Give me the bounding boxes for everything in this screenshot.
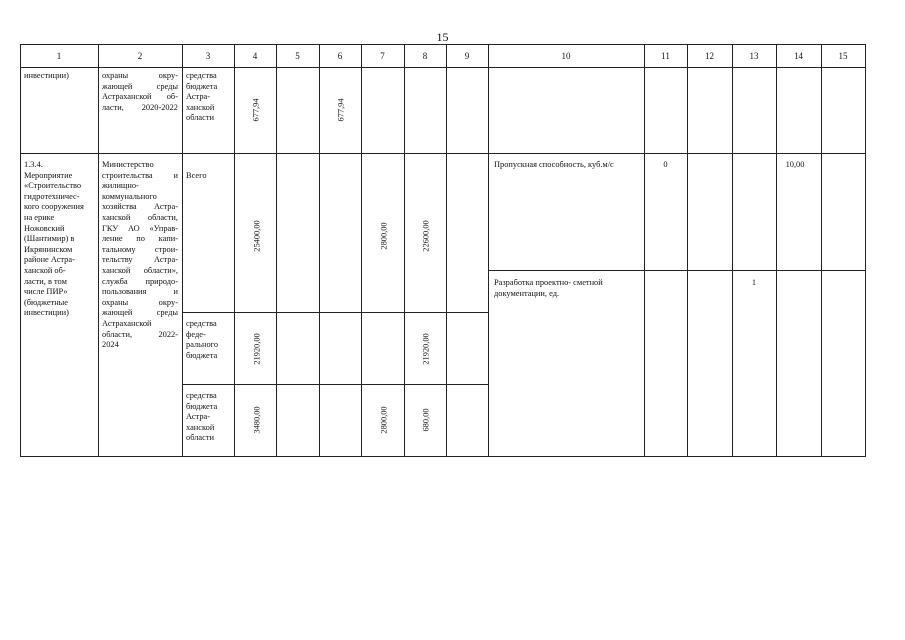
header-col-5: 5 (295, 51, 300, 61)
row2-federal-col4: 21920,00 (252, 333, 262, 365)
row2-executor-line: 2024 (102, 340, 119, 350)
col-divider-14 (821, 44, 822, 457)
header-col-9: 9 (464, 51, 470, 61)
header-col-4: 4 (252, 51, 258, 61)
row1-executor-line: жающей среды (102, 81, 178, 91)
header-col-1: 1 (56, 51, 62, 61)
row1-executor-line: Астраханской об- (102, 92, 178, 102)
row2-federal-col8: 21920,00 (421, 333, 431, 365)
row2-regional-col4: 3480,00 (252, 406, 262, 434)
row2-executor-line: ханской области», (102, 265, 178, 275)
col-divider-8 (446, 44, 447, 457)
col-border-right (865, 44, 866, 457)
col-divider-12 (732, 44, 733, 457)
row2-executor-line: служба природо- (102, 276, 178, 286)
col-divider-7 (404, 44, 405, 457)
header-col-14: 14 (794, 51, 803, 61)
header-separator (20, 67, 865, 68)
header-col-3: 3 (205, 51, 211, 61)
indicator-design-docs-label: Разработка проектно- сметной документации, ед. (494, 278, 603, 298)
row2-executor-line: охраны окру- (102, 297, 178, 307)
row2-executor-line: Министерство (102, 160, 154, 169)
row2-executor (102, 160, 178, 351)
row2-executor-line: жающей среды (102, 308, 178, 318)
row2-executor-line: жилищно- (102, 181, 139, 191)
col-border-left (20, 44, 21, 457)
row1-executor (102, 71, 178, 113)
subrow-separator-reg (182, 384, 488, 385)
subrow-separator-fed (182, 312, 488, 313)
table-border-bottom (20, 456, 865, 457)
header-col-12: 12 (705, 51, 714, 61)
row1-executor-line: ласти, 2020-2022 (102, 102, 178, 112)
row1-funding-source: средства бюджета Астра- ханской области (186, 71, 218, 123)
row2-total-col8: 22600,00 (421, 220, 431, 252)
row2-measure-name: 1.3.4. Мероприятие «Строительство гидротехничес- кого сооружения на ерике Ножовский (Шантимир) в Икрянинском районе Астра- ханской об- ласти, в том числе ПИР» (бюджетные инвестиции) (24, 160, 84, 318)
row2-executor-line: тальному строи- (102, 244, 178, 254)
col-divider-9 (488, 44, 489, 457)
row2-executor-line: хозяйства Астра- (102, 202, 178, 212)
header-col-2: 2 (137, 51, 143, 61)
table-border-top (20, 44, 865, 45)
subrow-separator-ind (488, 270, 865, 271)
header-col-11: 11 (661, 51, 670, 61)
header-col-7: 7 (380, 51, 385, 61)
row2-executor-line: области, 2022- (102, 329, 178, 339)
row2-total-col7: 2800,00 (379, 222, 389, 250)
col-divider-6 (361, 44, 362, 457)
indicator-throughput-col14: 10,00 (785, 160, 805, 169)
row2-regional-col7: 2800,00 (379, 406, 389, 434)
row2-executor-line: ГКУ АО «Управ- (102, 223, 178, 233)
row2-executor-line: строительства и (102, 170, 178, 180)
col-divider-3 (234, 44, 235, 457)
indicator-throughput-label: Пропускная способность, куб.м/с (494, 160, 614, 169)
row1-col6-value: 677,94 (336, 98, 346, 122)
indicator-design-docs-col13: 1 (751, 278, 757, 287)
row1-measure-name: инвестиции) (24, 71, 69, 80)
row2-executor-line: ление по капи- (102, 234, 178, 244)
row2-executor-line: тельству Астра- (102, 255, 178, 265)
row2-regional-label: средства бюджета Астра- ханской области (186, 391, 218, 443)
row2-regional-col8: 680,00 (421, 408, 431, 432)
indicator-throughput-col11: 0 (663, 160, 668, 169)
header-col-10: 10 (561, 51, 571, 61)
header-col-15: 15 (838, 51, 848, 61)
row-separator (20, 153, 865, 154)
row2-executor-line: пользования и (102, 287, 178, 297)
col-divider-13 (776, 44, 777, 457)
row2-executor-line: ханской области, (102, 212, 178, 222)
row2-federal-label: средства феде- рального бюджета (186, 319, 219, 360)
col-divider-2 (182, 44, 183, 457)
row1-col4-value: 677,94 (251, 98, 261, 122)
page-number: 15 (436, 30, 449, 44)
header-col-13: 13 (749, 51, 759, 61)
col-divider-10 (644, 44, 645, 457)
row1-executor-line: охраны окру- (102, 71, 178, 80)
row2-executor-line: Астраханской (102, 318, 152, 328)
row2-total-label: Всего (186, 171, 207, 180)
col-divider-11 (687, 44, 688, 457)
row2-total-col4: 25400,00 (252, 220, 262, 252)
col-divider-5 (319, 44, 320, 457)
col-divider-4 (276, 44, 277, 457)
header-col-6: 6 (337, 51, 343, 61)
row2-executor-line: коммунального (102, 191, 157, 201)
header-col-8: 8 (422, 51, 428, 61)
